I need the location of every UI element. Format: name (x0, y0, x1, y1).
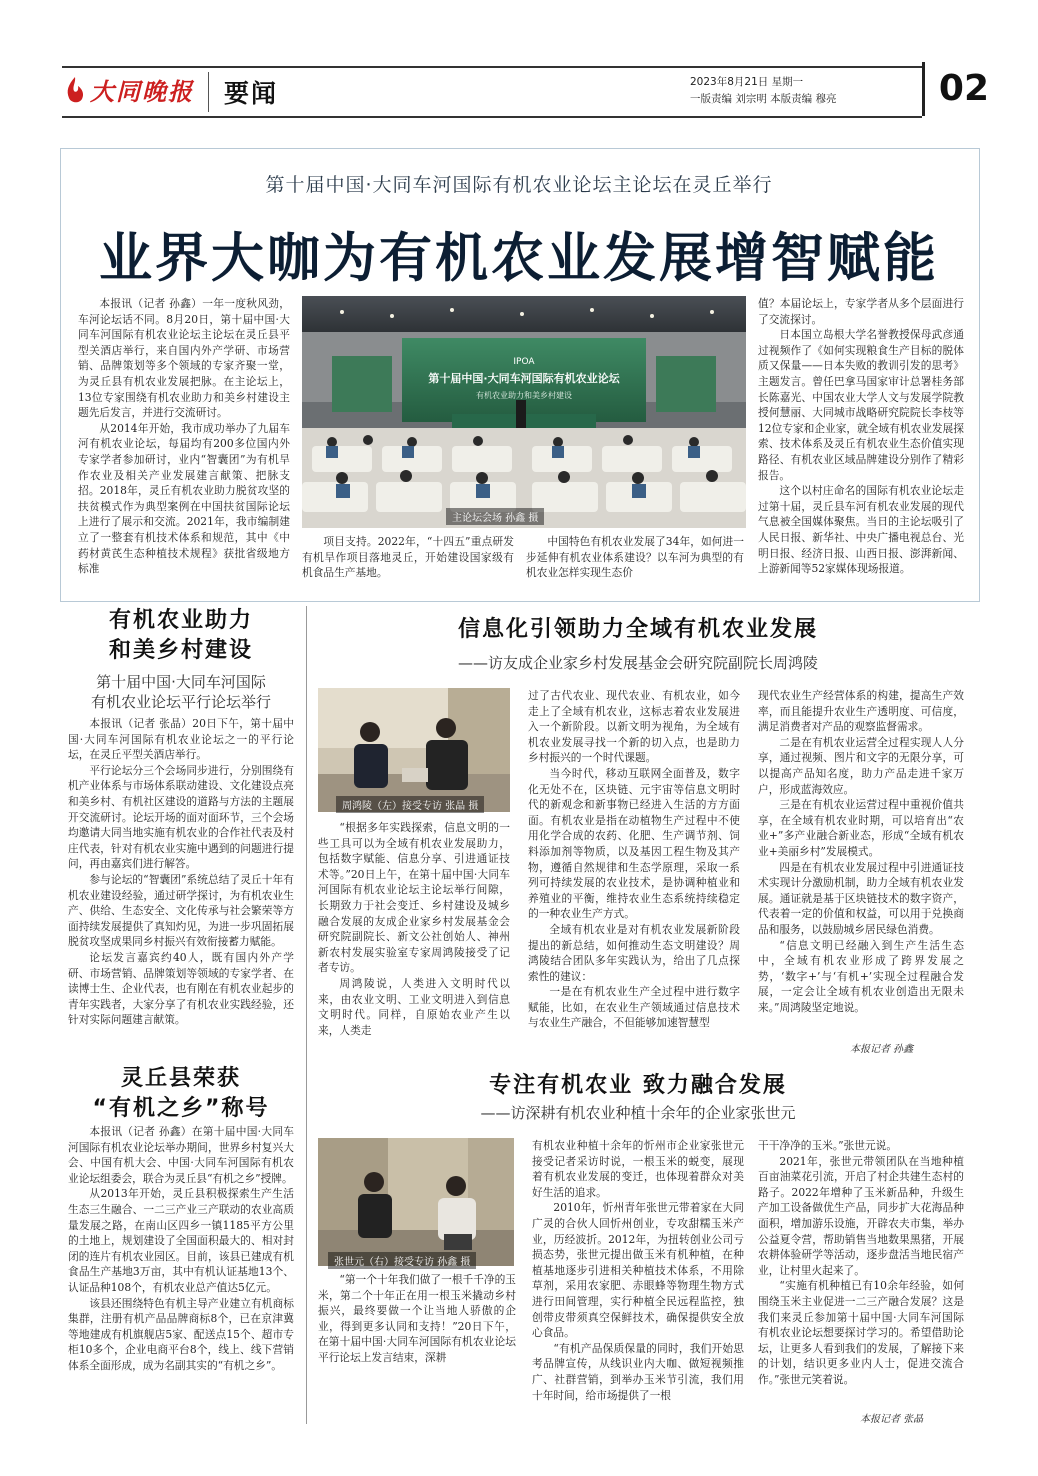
left-story2-body (68, 1124, 294, 1424)
paragraph: “第一个十年我们做了一根千千净的玉米，第二个十年正在用一根玉米撬动乡村振兴，最终要做一个让当地人骄傲的企业，得到更多认同和支持！”20日下午，在第十届中国·大同车河国际有机农业论坛平行论坛上发言结束，深耕 (318, 1273, 516, 1364)
interview-photo-zhou (318, 688, 510, 812)
photo-caption: 周鸿陵（左）接受专访 张晶 摄 (336, 796, 484, 813)
paragraph: 这个以村庄命名的国际有机农业论坛走过第十届，灵丘县车河有机农业发展的现代气息被全国媒体聚焦。当日的主论坛吸引了人民日报、新华社、中央广播电视总台、光明日报、经济日报、山西日报、澎湃新闻、上游新闻等52家媒体现场报道。 (758, 484, 964, 576)
paragraph: 当今时代，移动互联网全面普及，数字化无处不在，区块链、元宇宙等信息文明时代的新观念和新事物已经进入生活的方方面面。有机农业是指在动植物生产过程中不使用化学合成的农药、化肥、生产调节剂、饲料添加剂等物质，以及基因工程生物及其产物，遵循自然规律和生态学原理，采取一系列可持续发展的农业技术，是协调种植业和养殖业的平衡，维持农业生态系统持续稳定的一种农业生产方式。 (528, 766, 740, 921)
paragraph: 项目支持。2022年，“十四五”重点研发有机旱作项目落地灵丘，开始建设国家级有机食品生产基地。 (302, 535, 514, 580)
lead-column-3 (526, 534, 744, 592)
paragraph: 论坛发言嘉宾约40人，既有国内外产学研、市场营销、品牌策划等领域的专家学者、在读博士生、企业代表，也有刚在有机农业起步的青年实践者，大家分享了有机农业实践经验，还针对实际问题建言献策。 (68, 950, 294, 1027)
story2-byline: 本报记者 孙鑫 (850, 1044, 914, 1055)
column-divider (306, 606, 307, 1424)
story2-headline: 信息化引领助力全域有机农业发展 (457, 617, 818, 642)
story3-byline: 本报记者 张晶 (860, 1414, 924, 1425)
paragraph: 三是在有机农业运营过程中重视价值共享，在全域有机农业时期，可以培育出“农业+”多产业融合新业态，形成“全域有机农业+美丽乡村”发展模式。 (758, 798, 964, 858)
newspaper-logo (64, 70, 200, 114)
paragraph: 2010年，忻州青年张世元带着家在大同广灵的合伙人回忻州创业，专攻甜糯玉米产业，历经波折。2012年，为扭转创业公司亏损态势，张世元提出做玉米有机种植，在种植基地逐步引进相关种植技术体系，不用除草剂，采用农家肥、赤眼蜂等物理生物方式进行田间管理，实行种植全民远程监控，独创带皮带须真空保鲜技术，确保提供安全放心食品。 (532, 1201, 744, 1340)
paragraph: 平行论坛分三个会场同步进行，分别围绕有机产业体系与市场体系联动建设、文化建设点亮和美乡村、有机社区建设的道路与方法的主题展开交流研讨。论坛开场的面对面环节，三个会场均邀请大同当地实施有机农业的合作社代表及村庄代表，针对有机农业实施中遇到的问题进行提问，再由嘉宾们进行解答。 (68, 763, 294, 871)
left-story1-deck (64, 672, 298, 712)
paragraph: 现代农业生产经营体系的构建，提高生产效率，而且能提升农业生产透明度、可信度，满足消费者对产品的观察监督需求。 (758, 689, 964, 734)
section-name: 要闻 (224, 79, 279, 108)
paragraph: “信息文明已经融入到生产生活生态中，全域有机农业形成了跨界发展之势，‘数字+’与‘有机+’实现全过程融合发展，一定会让全域有机农业创造出无限未来。”周鸿陵坚定地说。 (758, 938, 964, 1014)
lead-column-1 (78, 296, 290, 592)
story2-deck: ——访友成企业家乡村发展基金会研究院副院长周鸿陵 (457, 654, 818, 672)
paragraph: 干干净净的玉米。”张世元说。 (758, 1139, 898, 1152)
paragraph: 该县还围绕特色有机主导产业建立有机商标集群，注册有机产品品牌商标8个，已在京津冀等地建成有机旗舰店5家、配送点15个、超市专柜10多个，企业电商平台8个，线上、线下营销体系全面形成，成为名副其实的“有机之乡”。 (68, 1296, 294, 1372)
lead-column-2 (302, 534, 514, 592)
paragraph: 过了古代农业、现代农业、有机农业，如今走上了全域有机农业，这标志着农业发展进入一个新阶段。以新文明为视角，为全域有机农业发展寻找一个新的切入点，也是助力乡村振兴的一个时代课题。 (528, 689, 740, 765)
left-story1-headline (64, 606, 298, 666)
photo-caption: 主论坛会场 孙鑫 摄 (446, 508, 544, 525)
issue-meta (690, 74, 930, 108)
svg-text:IPOA: IPOA (513, 357, 535, 367)
story3-deck: ——访深耕有机农业种植十余年的企业家张世元 (480, 1104, 796, 1122)
paragraph: 2021年，张世元带领团队在当地种植百亩油菜花引流，开启了村企共建生态村的路子。2022年增种了玉米新品种，升级生产加工设备做优生产品，同步扩大花海品种面积，增加游乐设施，开辟农夫市集，举办公益夏令营，帮助销售当地数果黑猪，开展农耕体验研学等活动，逐步盘活当地民宿产业，让村里火起来了。 (758, 1154, 964, 1277)
flame-icon (64, 76, 86, 106)
headline-line: 灵丘县荣获 (120, 1066, 241, 1091)
deck-line: 第十届中国·大同车河国际 (96, 673, 266, 691)
story3-column-3 (758, 1138, 964, 1408)
lead-headline: 业界大咖为有机农业发展增智赋能 (99, 228, 939, 289)
paragraph: 全域有机农业是对有机农业发展新阶段提出的新总结，如何推动生态文明建设？周鸿陵结合团队多年实践认为，给出了几点探索性的建议： (528, 922, 740, 983)
paragraph: “有机产品保质保量的同时，我们开始思考品牌宣传，从线识业内大咖、做短视频推广、社群营销，到举办玉米节引流，我们用十年时间，给市场提供了一根 (532, 1341, 744, 1402)
left-story2-headline (64, 1064, 298, 1124)
masthead-divider (208, 72, 209, 112)
masthead-bottom-rule (62, 116, 922, 118)
story3-column-1 (318, 1272, 516, 1422)
paragraph: 有机农业种植十余年的忻州市企业家张世元接受记者采访时说，一根玉米的蜕变，展现着有机农业发展的变迁，也体现着群众对美好生活的追求。 (532, 1139, 744, 1199)
paragraph: 中国特色有机农业发展了34年，如何进一步延伸有机农业体系建设？以车河为典型的有机农业怎样实现生态价 (526, 535, 744, 580)
paragraph: 四是在有机农业发展过程中引进通证技术实现计分激励机制，助力全域有机农业发展。通证就是基于区块链技术的数字资产，代表着一定的价值和权益，可以用于兑换商品和服务，以鼓励城乡居民绿色消费。 (758, 860, 964, 936)
paragraph: 周鸿陵说，人类进入文明时代以来，由农业文明、工业文明进入到信息文明时代。同样，自原始农业产生以来，人类走 (318, 976, 510, 1037)
left-story1-body (68, 716, 294, 1046)
paragraph: 从2014年开始，我市成功举办了九届车河有机农业论坛，每届均有200多位国内外专家学者参加研讨，业内“智囊团”为有机旱作农业及相关产业发展建言献策、把脉支招。2018年，灵丘有机农业助力脱贫攻坚的扶贫模式作为典型案例在中国扶贫国际论坛上进行了展示和交流。2021年，我市编制建立了一整套有机技术体系和规范，其中《中药材黄芪生态种植技术规程》获批省级地方标准 (78, 421, 290, 576)
paragraph: 一是在有机农业生产全过程中进行数字赋能，比如，在农业生产领域通过信息技术与农业生产融合，不但能够加速智慧型 (528, 985, 740, 1030)
interview-photo-zhang (318, 1138, 514, 1266)
story3-headline: 专注有机农业 致力融合发展 (489, 1073, 787, 1098)
story2-column-3 (758, 688, 964, 1034)
photo-caption: 张世元（右）接受专访 孙鑫 摄 (328, 1252, 476, 1269)
paragraph: 本报讯（记者 孙鑫）在第十届中国·大同车河国际有机农业论坛举办期间，世界乡村复兴大会、中国有机大会、中国·大同车河国际有机农业论坛组委会，联合为灵丘县“有机之乡”授牌。 (68, 1125, 294, 1185)
paragraph: 从2013年开始，灵丘县积极探索生产生活生态三生融合、一二三产业三产联动的农业高质量发展之路，在南山区四乡一镇1185平方公里的土地上，规划建设了全国面积最大的、相对封闭的连片有机农业园区。目前，该县已建成有机食品生产基地3万亩，其中有机认证基地13个、认证品种108个，有机农业总产值达5亿元。 (68, 1187, 294, 1294)
paragraph: “实施有机种植已有10余年经验，如何围绕玉米主业促进一二三产融合发展？这是我们来灵丘参加第十届中国·大同车河国际有机农业论坛想要探讨学习的。希望借助论坛，让更多人看到我们的发展，了解接下来的计划，结识更多业内人士，促进交流合作。”张世元笑着说。 (758, 1279, 964, 1386)
deck-line: 有机农业论坛平行论坛举行 (90, 693, 271, 711)
paragraph: 日本国立岛根大学名誉教授保母武彦通过视频作了《如何实现粮食生产目标的脱体质又保量——日本失败的教训引发的思考》主题发言。曾任巴拿马国家审计总署桂务部长陈嘉光、中国农业大学人文与发展学院教授何慧丽、大同城市战略研究院院长李枝等12位专家和企业家，就全域有机农业发展探索、技术体系及灵丘有机农业生态价值实现路径、有机农业区域品牌建设分别作了精彩报告。 (758, 328, 964, 482)
headline-line: 有机农业助力 (108, 608, 253, 633)
paragraph: 本报讯（记者 张晶）20日下午，第十届中国·大同车河国际有机农业论坛之一的平行论坛，在灵丘平型关酒店举行。 (68, 717, 294, 762)
paragraph: “根据多年实践探索，信息文明的一些工具可以为全域有机农业发展助力，包括数字赋能、信息分享、引进通证技术等。”20日上午，在第十届中国·大同车河国际有机农业论坛主论坛举行间隙，长期致力于社会变迁、乡村建设及城乡融合发展的友成企业家乡村发展基金会研究院副院长、新文公社创始人、神州新农村发展实验室专家周鸿陵接受了记者专访。 (318, 821, 510, 975)
svg-text:第十届中国·大同车河国际有机农业论坛: 第十届中国·大同车河国际有机农业论坛 (428, 372, 620, 385)
story3-column-2 (532, 1138, 744, 1422)
forum-hall-photo (302, 296, 746, 528)
paragraph: 参与论坛的“智囊团”系统总结了灵丘十年有机农业建设经验，通过研学探讨，为有机农业生产、供给、生态安全、文化传承与社会繁荣等方面持续发展提供了真知灼见，为进一步巩固拓展脱贫攻坚成果同乡村振兴有效衔接蓄力赋能。 (68, 872, 294, 949)
headline-line: “有机之乡”称号 (92, 1096, 270, 1121)
page-number: 02 (922, 62, 989, 116)
lead-column-4 (758, 296, 964, 592)
editor-line: 一版责编 刘宗明 本版责编 穆亮 (690, 93, 837, 105)
paragraph: 值？本届论坛上，专家学者从多个层面进行了交流探讨。 (758, 297, 964, 326)
logo-text: 大同晚报 (90, 78, 194, 106)
paragraph: 本报讯（记者 孙鑫）一年一度秋风劲，车河论坛话不同。8月20日，第十届中国·大同车河国际有机农业论坛主论坛在灵丘县平型关酒店举行，来自国内外产学研、市场营销、品牌策划等多个领域的专家齐聚一堂，为灵丘县有机农业发展把脉。在主论坛上，13位专家围绕有机农业助力和美乡村建设主题先后发言，并进行交流研讨。 (78, 297, 290, 420)
headline-line: 和美乡村建设 (108, 638, 253, 663)
paragraph: 二是在有机农业运营全过程实现人人分享，通过视频、图片和文字的无限分享，可以提高产品知名度，助力产品走进千家万户，形成蓝海效应。 (758, 735, 964, 796)
lead-kicker: 第十届中国·大同车河国际有机农业论坛主论坛在灵丘举行 (265, 174, 773, 196)
story2-column-1 (318, 820, 510, 1060)
date-line: 2023年8月21日 星期一 (690, 76, 804, 88)
story2-column-2 (528, 688, 740, 1060)
svg-text:有机农业助力和美乡村建设: 有机农业助力和美乡村建设 (476, 391, 572, 400)
masthead-top-rule (62, 66, 922, 68)
